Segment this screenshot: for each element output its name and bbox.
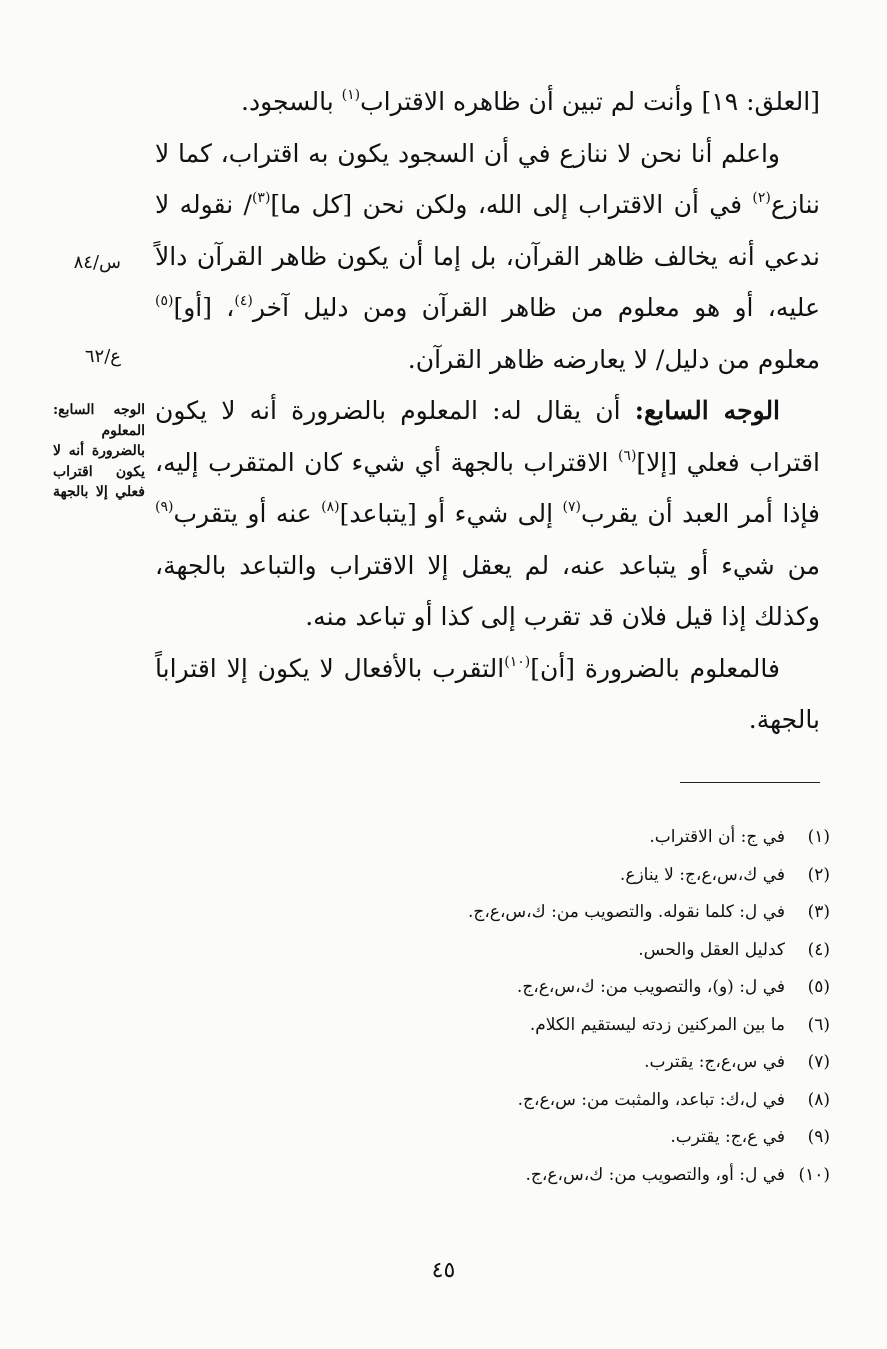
paragraph-1: [155, 76, 820, 128]
text-run: التقرب بالأفعال لا يكون إلا اقتراباً بالجهة.: [155, 653, 820, 734]
footnote-number: (٧): [807, 1052, 830, 1072]
footnote-separator: [680, 782, 820, 783]
margin-ref-a: ع/٦٢: [84, 346, 121, 367]
footnote-number: (٨): [807, 1089, 830, 1110]
footnote-number: (٩): [807, 1127, 830, 1147]
footnote-text: في ل: كلما نقوله. والتصويب من: ك،س،ع،ج.: [467, 902, 785, 922]
footnote-text: في ع،ج: يقترب.: [670, 1127, 785, 1147]
footnote-text: في ل: أو، والتصويب من: ك،س،ع،ج.: [525, 1164, 785, 1185]
footnote-number: (١٠): [798, 1164, 830, 1185]
footnote-item: [155, 1044, 830, 1082]
footnote-ref[interactable]: (١): [341, 87, 361, 103]
text-run: واعلم أنا نحن لا ننازع في أن السجود يكون به اقتراب، كما لا ننازع: [155, 138, 820, 219]
text-run: عنه أو يتقرب: [173, 499, 322, 528]
footnote-ref[interactable]: (٨): [321, 499, 340, 515]
text-run: فالمعلوم بالضرورة [أن]: [530, 653, 780, 683]
footnote-text: في ل،ك: تباعد، والمثبت من: س،ع،ج.: [517, 1089, 785, 1110]
footnote-number: (٣): [807, 902, 830, 922]
footnote-text: في ج: أن الاقتراب.: [649, 827, 785, 847]
paragraph-2: [155, 128, 820, 386]
margin-ref-s: س/٨٤: [73, 252, 121, 273]
section-heading: الوجه السابع:: [634, 396, 781, 425]
page-number: ٤٥: [431, 1258, 456, 1283]
footnote-item: [155, 932, 830, 970]
footnote-item: [155, 894, 830, 932]
text-run: إلى شيء أو [يتباعد]: [339, 499, 563, 528]
text-run: ، [أو]: [173, 293, 235, 322]
footnote-number: (٤): [807, 939, 830, 960]
text-run: / نقوله لا ندعي أنه يخالف ظاهر القرآن، بل إما أن يكون ظاهر القرآن دالاً عليه، أو هو معلوم من ظاهر القرآن ومن دليل آخر: [155, 190, 821, 322]
footnote-item: [155, 857, 830, 895]
footnote-ref[interactable]: (٤): [234, 293, 253, 309]
footnote-ref[interactable]: (١٠): [504, 653, 531, 670]
margin-summary-note: الوجه السابع: المعلوم بالضرورة أنه لا يكون اقتراب فعلي إلا بالجهة: [53, 402, 145, 500]
footnote-ref[interactable]: (٥): [155, 293, 174, 309]
footnote-ref[interactable]: (٩): [155, 499, 174, 515]
footnote-item: [155, 1007, 830, 1045]
footnote-text: ما بين المركنين زدته ليستقيم الكلام.: [529, 1014, 785, 1035]
footnote-number: (٦): [807, 1014, 830, 1035]
footnote-item: [155, 1082, 830, 1120]
footnote-item: [155, 819, 830, 857]
footnote-text: كدليل العقل والحس.: [638, 939, 785, 960]
footnote-text: في س،ع،ج: يقترب.: [644, 1052, 785, 1072]
footnote-ref[interactable]: (٦): [617, 447, 637, 464]
footnote-text: في ل: (و)، والتصويب من: ك،س،ع،ج.: [516, 977, 785, 997]
footnote-ref[interactable]: (٧): [562, 499, 581, 515]
text-run: معلوم من دليل/ لا يعارضه ظاهر القرآن.: [407, 344, 820, 374]
footnote-text: في ك،س،ع،ج: لا ينازع.: [619, 864, 785, 885]
text-run: بالسجود.: [241, 87, 342, 116]
paragraph-3: [155, 385, 820, 643]
footnote-item: [155, 1157, 830, 1195]
footnote-item: [155, 1119, 830, 1157]
footnote-number: (٥): [807, 977, 830, 997]
footnote-ref[interactable]: (٢): [752, 190, 771, 206]
footnote-number: (٢): [807, 864, 830, 885]
main-text: [155, 76, 820, 746]
text-run: [العلق: ١٩] وأنت لم تبين أن ظاهره الاقتراب: [360, 87, 820, 116]
footnotes-list: [155, 819, 830, 1194]
text-run: في أن الاقتراب إلى الله، ولكن نحن [كل ما]: [270, 190, 753, 219]
paragraph-4: [155, 643, 820, 746]
text-run: أن يقال له: المعلوم بالضرورة أنه لا يكون اقتراب فعلي [إلا]: [155, 396, 820, 477]
footnote-ref[interactable]: (٣): [251, 190, 271, 206]
footnote-number: (١): [807, 827, 830, 847]
text-run: الاقتراب بالجهة أي شيء كان المتقرب إليه، فإذا أمر العبد أن يقرب: [155, 447, 820, 528]
footnote-item: [155, 969, 830, 1007]
text-run: من شيء أو يتباعد عنه، لم يعقل إلا الاقتراب والتباعد بالجهة، وكذلك إذا قيل فلان قد تقرب إلى كذا أو تباعد منه.: [155, 550, 820, 631]
